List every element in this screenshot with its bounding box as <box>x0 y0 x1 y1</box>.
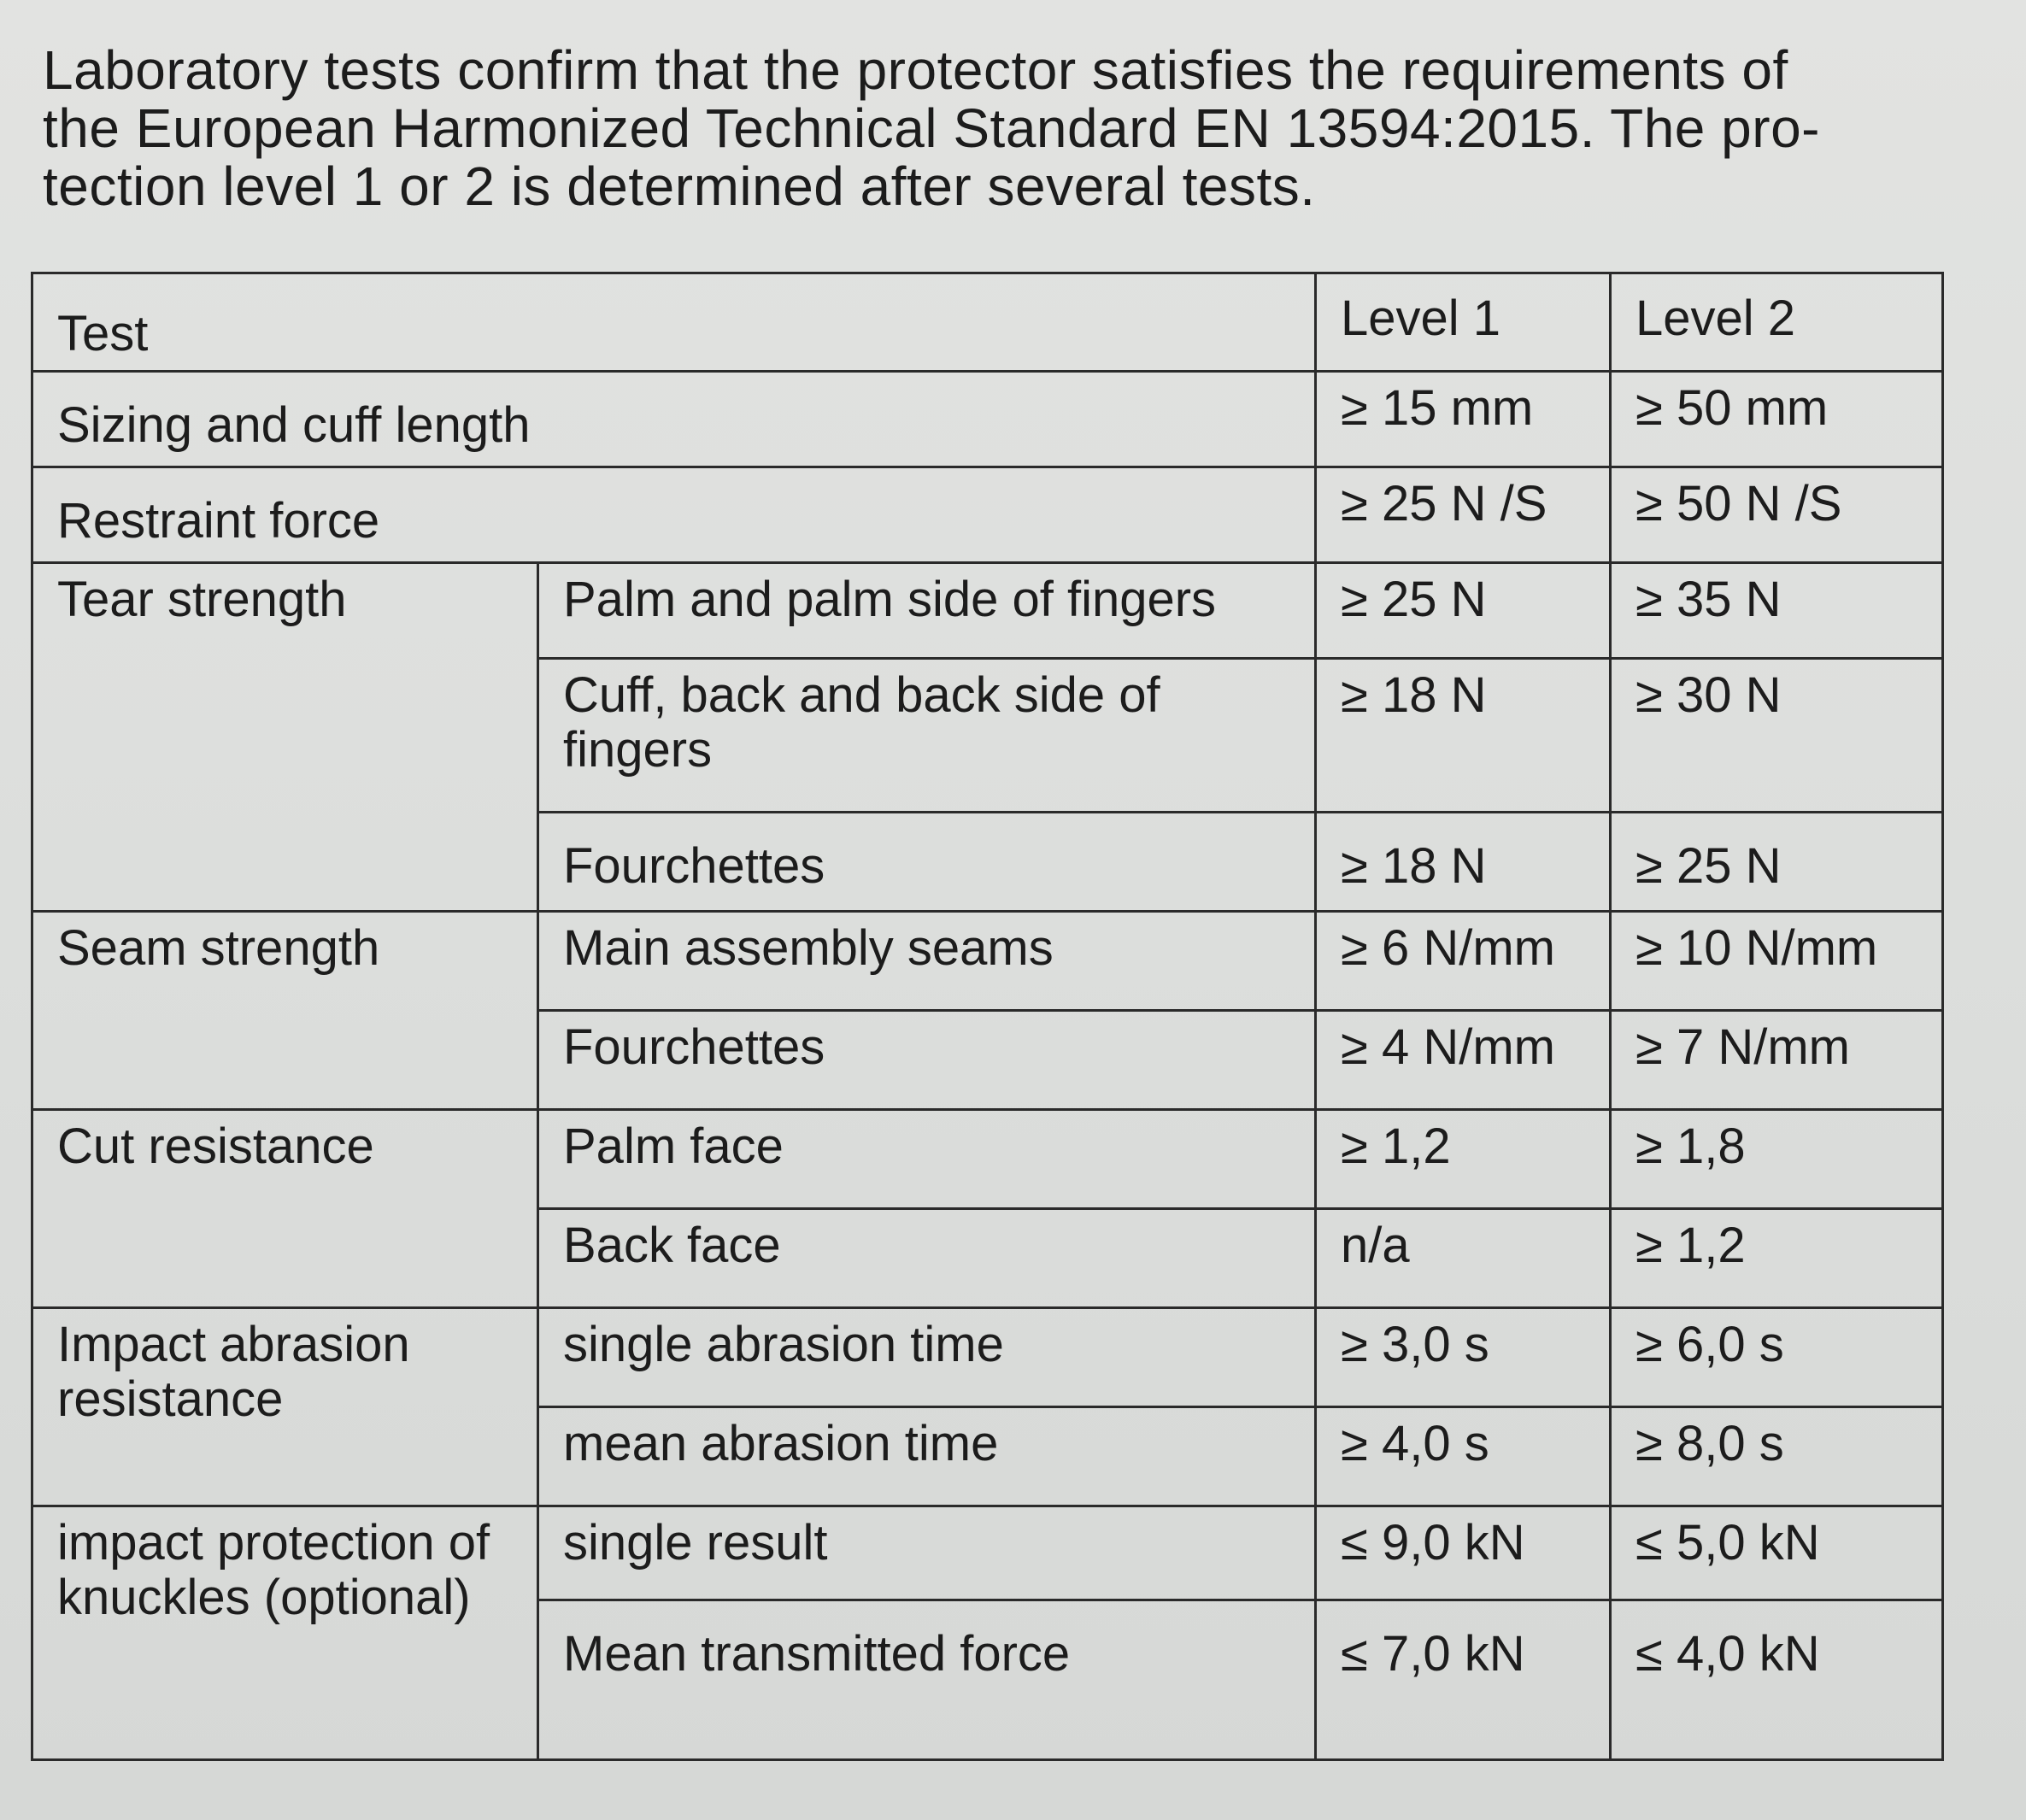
sub-test-name: Cuff, back and back side of fingers <box>538 659 1316 813</box>
level-2-value: ≥ 25 N <box>1611 813 1943 912</box>
level-2-value: ≥ 10 N/mm <box>1611 912 1943 1011</box>
level-1-value: ≥ 4 N/mm <box>1316 1011 1611 1110</box>
header-test: Test <box>32 273 1316 372</box>
sub-test-name: mean abrasion time <box>538 1407 1316 1506</box>
level-1-value: ≥ 18 N <box>1316 813 1611 912</box>
level-1-value: ≥ 25 N <box>1316 563 1611 659</box>
sub-test-name: single result <box>538 1506 1316 1600</box>
level-1-value: ≥ 18 N <box>1316 659 1611 813</box>
level-2-value: ≥ 35 N <box>1611 563 1943 659</box>
sub-test-name: Mean transmitted force <box>538 1600 1316 1760</box>
table-row <box>32 912 1943 1011</box>
level-2-value: ≥ 6,0 s <box>1611 1308 1943 1407</box>
table-row <box>32 1110 1943 1209</box>
sub-test-name: Palm face <box>538 1110 1316 1209</box>
level-1-value: ≥ 25 N /S <box>1316 467 1611 563</box>
level-2-value: ≥ 1,8 <box>1611 1110 1943 1209</box>
table-row <box>32 1506 1943 1600</box>
test-group-name: Tear strength <box>32 563 538 912</box>
level-1-value: ≥ 6 N/mm <box>1316 912 1611 1011</box>
sub-test-name: Fourchettes <box>538 813 1316 912</box>
requirements-table <box>31 272 1944 1761</box>
level-2-value: ≥ 50 N /S <box>1611 467 1943 563</box>
intro-line-3: tection level 1 or 2 is determined after several tests. <box>43 156 1316 217</box>
level-2-value: ≥ 8,0 s <box>1611 1407 1943 1506</box>
sub-test-name: single abrasion time <box>538 1308 1316 1407</box>
level-1-value: ≥ 3,0 s <box>1316 1308 1611 1407</box>
level-1-value: ≥ 15 mm <box>1316 372 1611 467</box>
level-2-value: ≥ 30 N <box>1611 659 1943 813</box>
level-1-value: ≥ 1,2 <box>1316 1110 1611 1209</box>
table-row <box>32 1308 1943 1407</box>
sub-test-name: Main assembly seams <box>538 912 1316 1011</box>
table-row <box>32 563 1943 659</box>
level-2-value: ≥ 7 N/mm <box>1611 1011 1943 1110</box>
test-group-name: Cut resistance <box>32 1110 538 1308</box>
test-name: Restraint force <box>32 467 1316 563</box>
table-row <box>32 467 1943 563</box>
intro-paragraph <box>43 41 1957 215</box>
test-group-name: Seam strength <box>32 912 538 1110</box>
level-1-value: ≤ 9,0 kN <box>1316 1506 1611 1600</box>
test-name: Sizing and cuff length <box>32 372 1316 467</box>
header-level-1: Level 1 <box>1316 273 1611 372</box>
test-group-name: impact protection of knuckles (optional) <box>32 1506 538 1760</box>
level-2-value: ≥ 50 mm <box>1611 372 1943 467</box>
intro-line-2: the European Harmonized Technical Standard EN 13594:2015. The pro- <box>43 97 1820 159</box>
sub-test-name: Back face <box>538 1209 1316 1308</box>
level-2-value: ≤ 5,0 kN <box>1611 1506 1943 1600</box>
sub-test-name: Palm and palm side of fingers <box>538 563 1316 659</box>
header-level-2: Level 2 <box>1611 273 1943 372</box>
level-1-value: ≥ 4,0 s <box>1316 1407 1611 1506</box>
level-1-value: ≤ 7,0 kN <box>1316 1600 1611 1760</box>
level-2-value: ≤ 4,0 kN <box>1611 1600 1943 1760</box>
table-row <box>32 372 1943 467</box>
table-header-row <box>32 273 1943 372</box>
intro-line-1: Laboratory tests confirm that the protector satisfies the requirements of <box>43 39 1788 101</box>
level-1-value: n/a <box>1316 1209 1611 1308</box>
test-group-name: Impact abrasion resistance <box>32 1308 538 1506</box>
sub-test-name: Fourchettes <box>538 1011 1316 1110</box>
level-2-value: ≥ 1,2 <box>1611 1209 1943 1308</box>
